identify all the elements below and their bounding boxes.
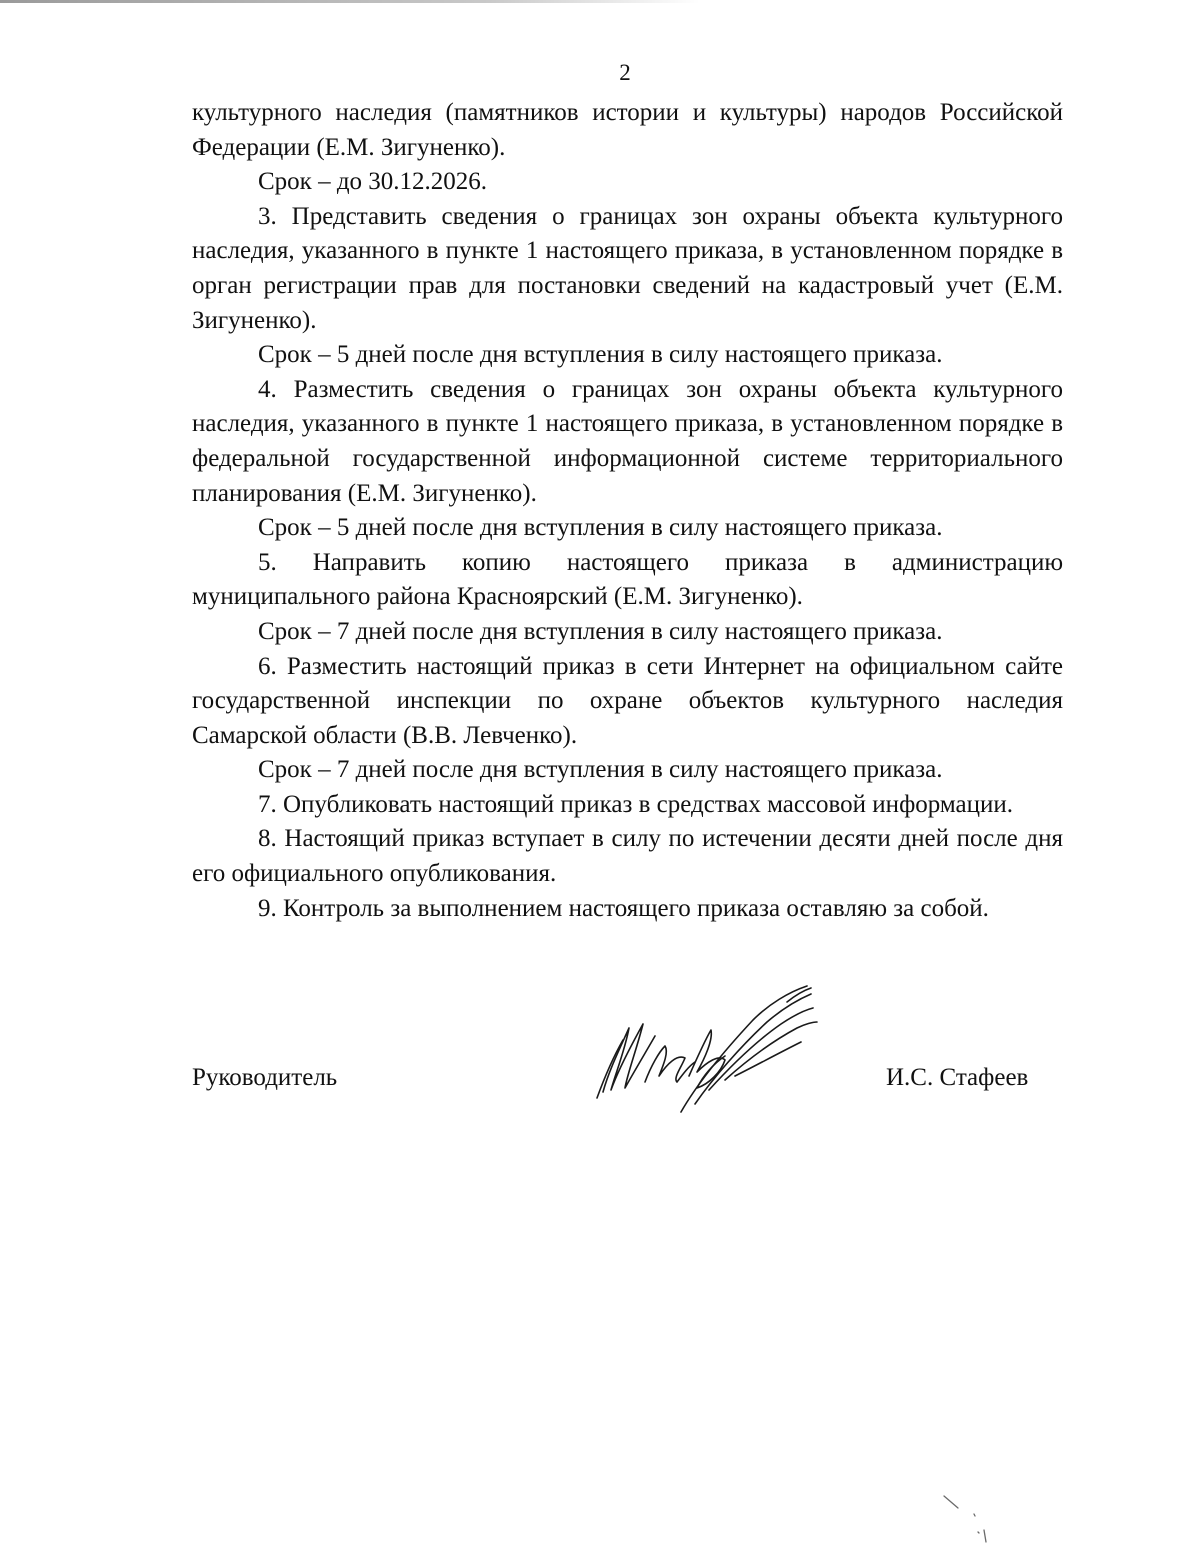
paragraph-item-6: 6. Разместить настоящий приказ в сети Интернет на официальном сайте государственной инспекции по охране объектов культурного наследия Самарской области (В.В. Левченко). bbox=[192, 652, 1063, 749]
deadline-paragraph: Срок – 7 дней после дня вступления в силу настоящего приказа. bbox=[258, 756, 943, 784]
signatory-name: И.С. Стафеев bbox=[886, 1064, 1029, 1091]
document-body bbox=[192, 96, 1063, 926]
deadline-paragraph: Срок – 5 дней после дня вступления в силу настоящего приказа. bbox=[258, 341, 943, 369]
paragraph: культурного наследия (памятников истории и культуры) народов Российской Федерации (Е.М. Зигуненко). bbox=[192, 99, 1063, 161]
paragraph-item-9: 9. Контроль за выполнением настоящего приказа оставляю за собой. bbox=[258, 894, 989, 922]
handwritten-signature bbox=[585, 980, 825, 1115]
page-number: 2 bbox=[619, 60, 631, 85]
paragraph-item-3: 3. Представить сведения о границах зон охраны объекта культурного наследия, указанного в пункте 1 настоящего приказа, в установленном порядке в орган регистрации прав для постановки сведений на кадастровый учет (Е.М. Зигуненко). bbox=[192, 202, 1063, 334]
paragraph-item-7: 7. Опубликовать настоящий приказ в средствах массовой информации. bbox=[258, 790, 1014, 818]
paragraph-item-4: 4. Разместить сведения о границах зон охраны объекта культурного наследия, указанного в пункте 1 настоящего приказа, в установленном порядке в федеральной государственной информационной системе территориального планирования (Е.М. Зигуненко). bbox=[192, 375, 1063, 507]
signatory-position: Руководитель bbox=[192, 1064, 338, 1091]
deadline-paragraph: Срок – 5 дней после дня вступления в силу настоящего приказа. bbox=[258, 514, 943, 542]
paragraph-item-5: 5. Направить копию настоящего приказа в администрацию муниципального района Красноярский (Е.М. Зигуненко). bbox=[192, 548, 1063, 611]
paragraph-item-8: 8. Настоящий приказ вступает в силу по истечении десяти дней после дня его официального опубликования. bbox=[192, 825, 1063, 888]
deadline-paragraph: Срок – до 30.12.2026. bbox=[258, 168, 488, 196]
scan-specks bbox=[930, 1470, 1000, 1550]
scan-top-edge bbox=[0, 0, 700, 3]
deadline-paragraph: Срок – 7 дней после дня вступления в силу настоящего приказа. bbox=[258, 617, 943, 645]
